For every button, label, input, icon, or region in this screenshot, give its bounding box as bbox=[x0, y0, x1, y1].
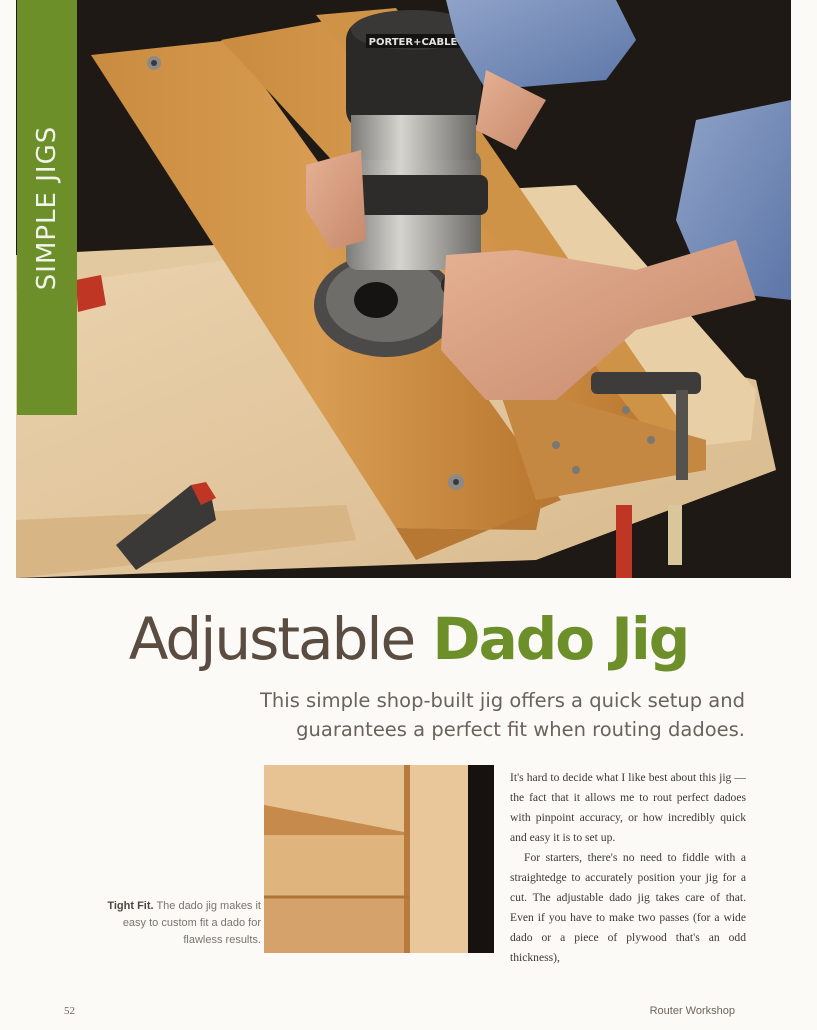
article-deck: This simple shop-built jig offers a quick setup and guarantees a perfect fit when routing dadoes. bbox=[260, 689, 745, 741]
publication-name: Router Workshop bbox=[649, 1005, 735, 1017]
page-number: 52 bbox=[64, 1005, 75, 1017]
dado-joint-illustration bbox=[264, 765, 494, 953]
section-tab-label: SIMPLE JIGS bbox=[32, 125, 62, 290]
caption-text: The dado jig makes it easy to custom fit a dado for flawless results. bbox=[122, 900, 261, 946]
body-paragraph: For starters, there's no need to fiddle with a straightedge to accurately position your jig for a cut. The adjustable dado jig takes care of that. Even if you have to make two passes (for a wide dado or a piece of plywood that's an odd thickness), bbox=[510, 851, 746, 964]
inset-caption bbox=[95, 898, 261, 949]
body-paragraph: It's hard to decide what I like best about this jig — the fact that it allows me to rout perfect dadoes with pinpoint accuracy, or how incredibly quick and easy it is to set up. bbox=[510, 771, 746, 844]
article-title bbox=[0, 604, 817, 674]
section-tab bbox=[17, 0, 77, 415]
title-part-1: Adjustable bbox=[128, 605, 415, 673]
router-brand-label: PORTER+CABLE bbox=[368, 37, 458, 48]
inset-photo bbox=[264, 765, 494, 953]
hero-photo bbox=[16, 0, 791, 578]
article-body bbox=[510, 768, 746, 968]
caption-lead: Tight Fit. bbox=[107, 900, 154, 912]
router-jig-illustration bbox=[16, 0, 791, 578]
title-part-2: Dado Jig bbox=[432, 605, 689, 673]
